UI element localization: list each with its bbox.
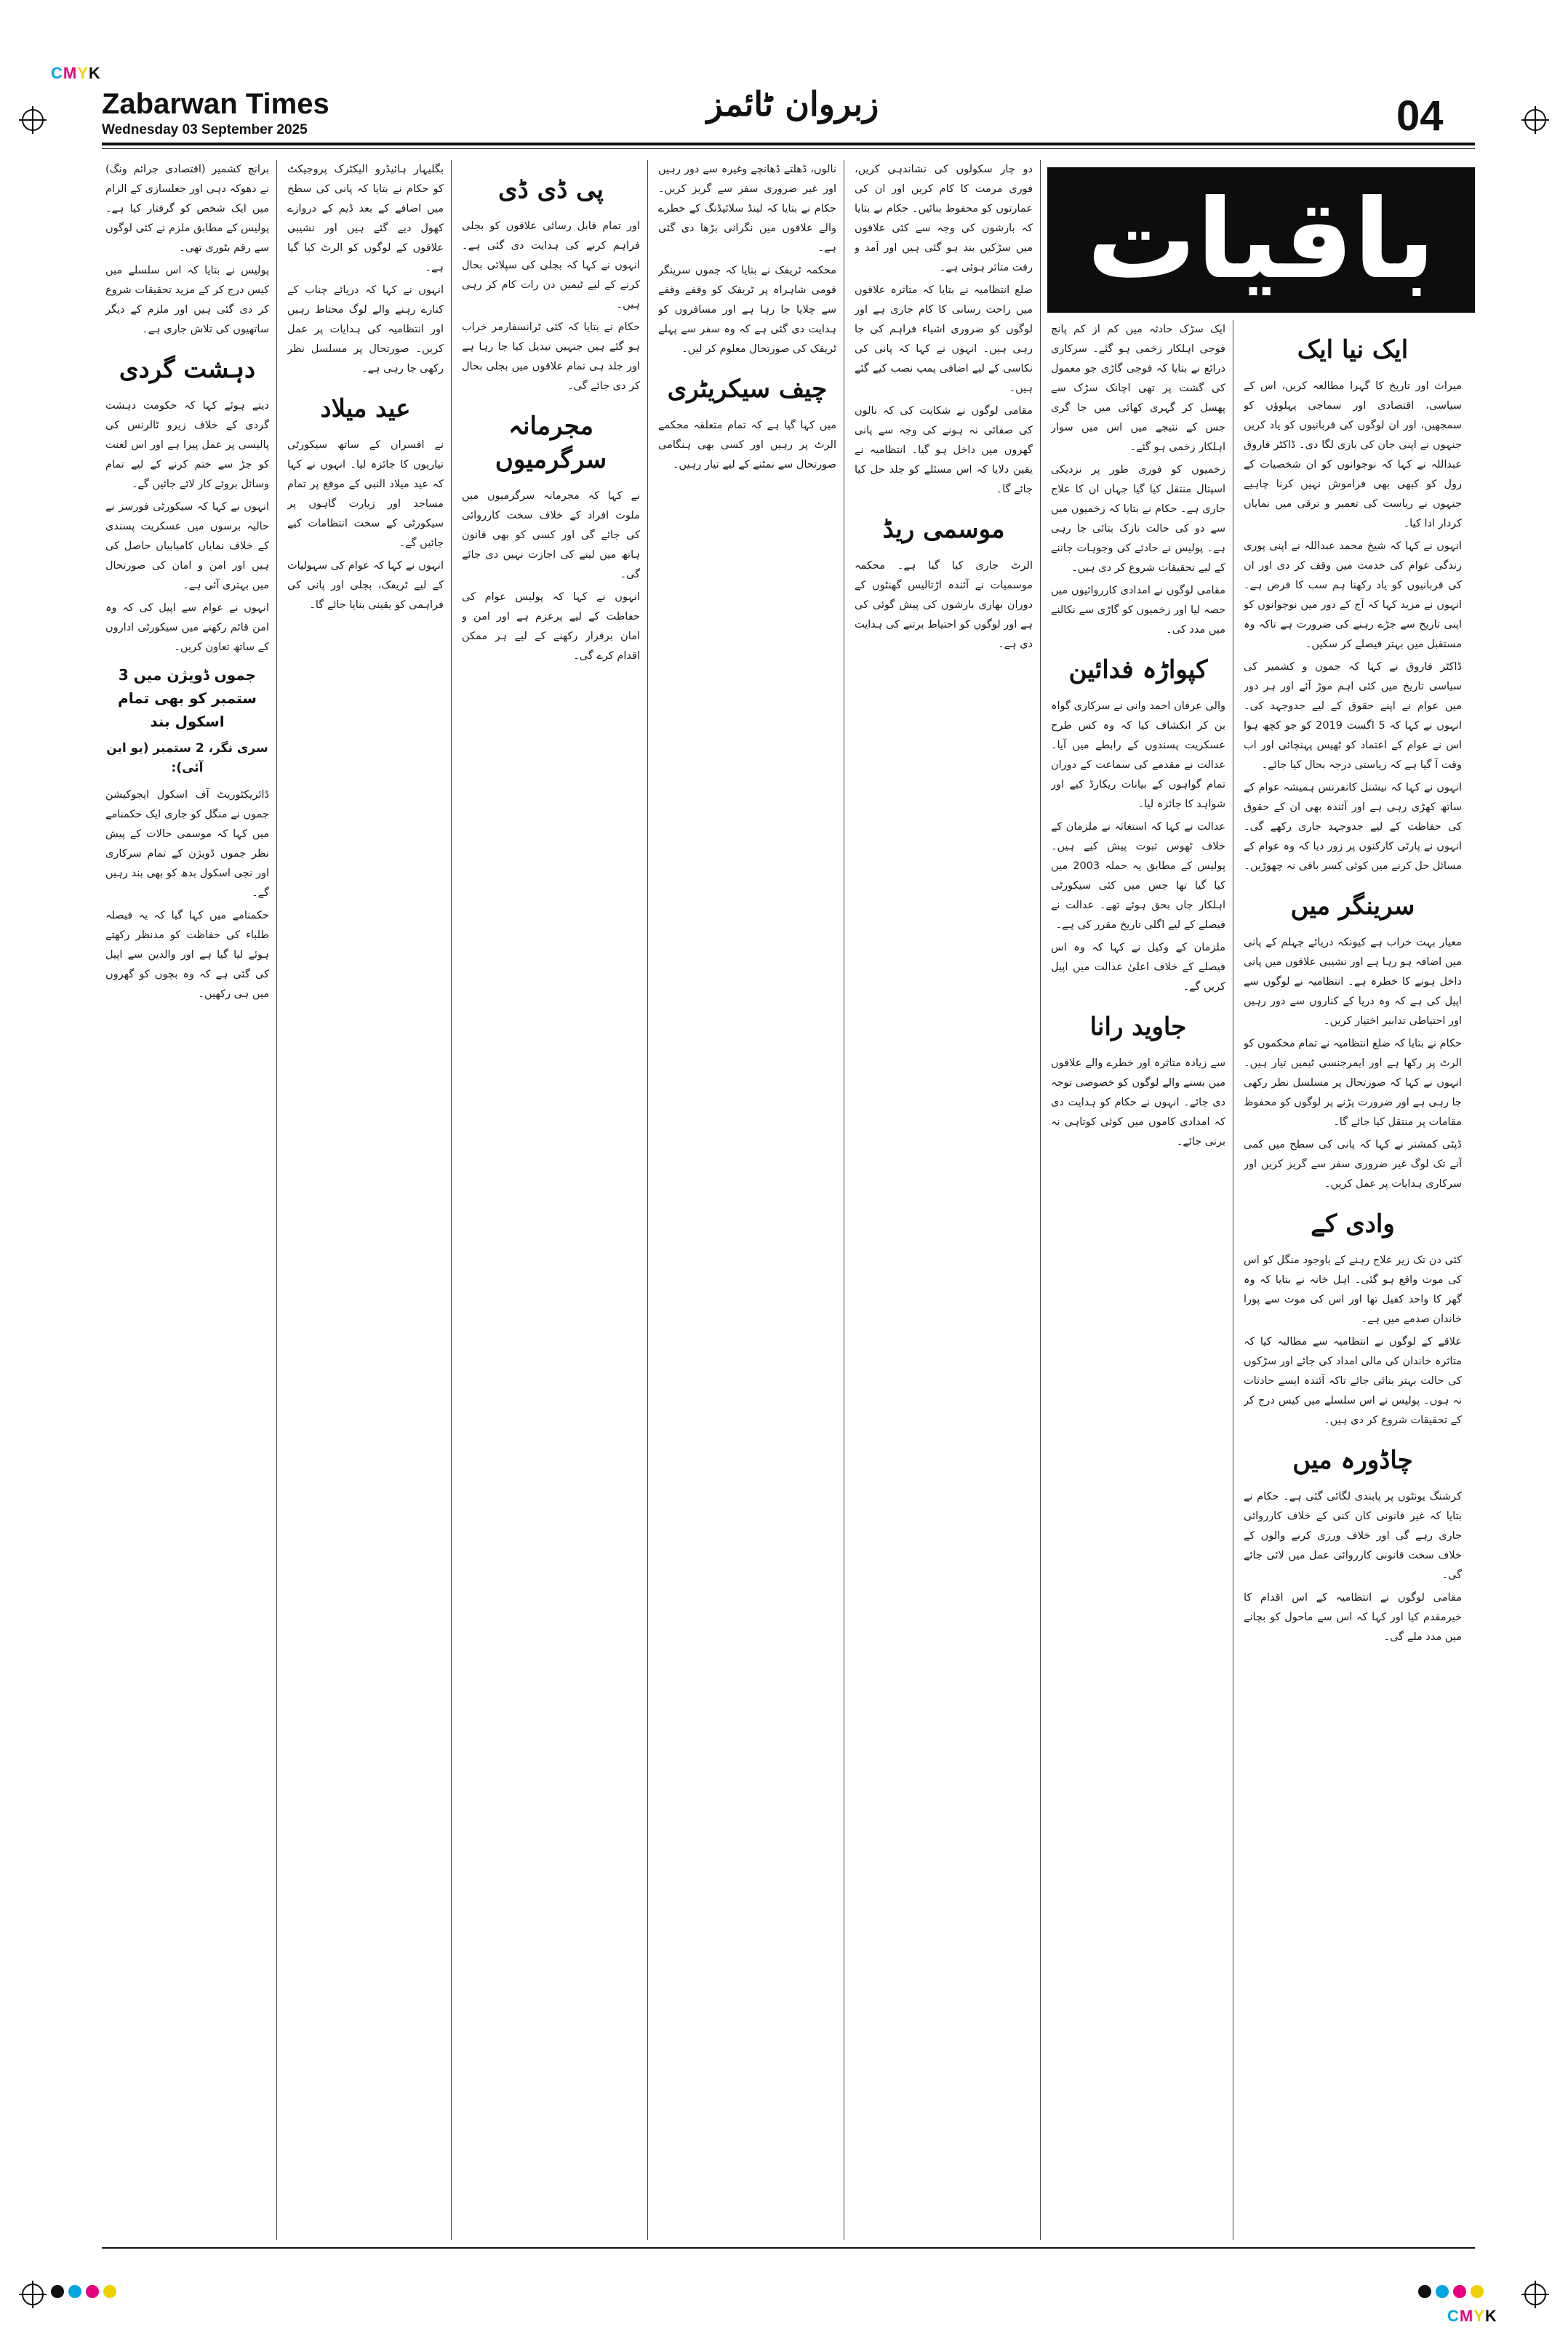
headline: چیف سیکریٹری [667, 375, 828, 404]
headline: جاوید رانا [1089, 1012, 1187, 1041]
section-banner: باقیات [1047, 167, 1475, 313]
column-divider [451, 160, 452, 2240]
paper-name: Zabarwan Times [102, 88, 329, 120]
headline: کپواڑہ فدائین [1068, 655, 1208, 684]
headline: سرینگر میں [1290, 892, 1415, 921]
color-dots [51, 2285, 116, 2298]
registration-mark [22, 2284, 44, 2305]
subheadline: جموں ڈویژن میں 3 ستمبر کو بھی تمام اسکول بند [118, 666, 257, 730]
column-divider [1040, 160, 1041, 2240]
headline: وادی کے [1311, 1209, 1395, 1238]
registration-mark [1524, 109, 1546, 131]
issue-date: Wednesday 03 September 2025 [102, 122, 308, 137]
headline: مجرمانہ سرگرمیوں [495, 412, 607, 474]
column-4: نالوں، ڈھلتے ڈھانچے وغیرہ سے دور رہیں اور غیر ضروری سفر سے گریز کریں۔ حکام نے بتایا کہ لینڈ سلائیڈنگ کے خطرے والے علاقوں میں نگرانی بڑھا دی گئی ہے۔ محکمہ ٹریفک نے بتایا کہ جموں سرینگر قومی شاہراہ پر ٹریفک کو وقفے وقفے سے چلایا جا رہا ہے اور مسافروں کو ہدایت دی گئی ہے کہ وہ سفر سے پہلے ٹریفک کی صورتحال معلوم کر لیں۔ چیف سیکریٹری میں کہا گیا ہے کہ تمام متعلقہ محکمے الرٹ پر رہیں اور کسی بھی ہنگامی صورتحال سے نمٹنے کے لیے تیار رہیں۔ [658, 164, 836, 471]
headline: ایک نیا ایک [1297, 335, 1409, 364]
registration-mark [1524, 2284, 1546, 2305]
column-5: پی ڈی ڈی اور تمام قابل رسائی علاقوں کو بجلی فراہم کرنے کی ہدایت دی گئی ہے۔ انہوں نے کہا کہ بجلی کی سپلائی بحال کرنے کے لیے ٹیمیں دن رات کام کر رہی ہیں۔ حکام نے بتایا کہ کئی ٹرانسفارمر خراب ہو گئے ہیں جنہیں تبدیل کیا جا رہا ہے اور جلد ہی تمام علاقوں میں بجلی بحال کر دی جائے گی۔ مجرمانہ سرگرمیوں نے کہا کہ مجرمانہ سرگرمیوں میں ملوث افراد کے خلاف سخت کارروائی کی جائے گی اور کسی کو بھی قانون ہاتھ میں لینے کی اجازت نہیں دی جائے گی۔ انہوں نے کہا کہ پولیس عوام کی حفاظت کے لیے پرعزم ہے اور امن و امان برقرار رکھنے کے لیے ہر ممکن اقدام کرے گی۔ [462, 160, 640, 2240]
registration-mark [22, 109, 44, 131]
column-divider [276, 160, 277, 2240]
dateline: سری نگر، 2 ستمبر (یو این آئی): [106, 741, 268, 775]
column-divider [647, 160, 648, 2240]
header-rule [102, 143, 1475, 145]
headline: دہشت گردی [119, 355, 256, 384]
column-7: برانچ کشمیر (اقتصادی جرائم ونگ) نے دھوکہ دہی اور جعلسازی کے الزام میں ایک شخص کو گرفتار کیا ہے۔ پولیس کے مطابق ملزم نے کئی لوگوں سے رقم بٹوری تھی۔ پولیس نے بتایا کہ اس سلسلے میں کیس درج کر کے مزید تحقیقات شروع کر دی گئی ہیں اور ملزم کے دیگر ساتھیوں کی تلاش جاری ہے۔ دہشت گردی دیتے ہوئے کہا کہ حکومت دہشت گردی کے خلاف زیرو ٹالرنس کی پالیسی پر عمل پیرا ہے اور اس لعنت کو جڑ سے ختم کرنے کے لیے تمام وسائل بروئے کار لائے جائیں گے۔ انہوں نے کہا کہ سیکورٹی فورسز نے حالیہ برسوں میں عسکریت پسندی کے خلاف نمایاں کامیابیاں حاصل کی ہیں اور امن و امان کی صورتحال میں بہتری آئی ہے۔ انہوں نے عوام سے اپیل کی کہ وہ امن قائم رکھنے میں سیکورٹی اداروں کے ساتھ تعاون کریں۔ جموں ڈویژن میں 3 ستمبر کو بھی تمام اسکول بند سری نگر، 2 ستمبر (یو این آئی): ڈائریکٹوریٹ آف اسکول ایجوکیشن جموں نے منگل کو جاری ایک حکمنامے میں کہا کہ موسمی حالات کے پیش نظر جموں ڈویژن کے تمام سرکاری اور نجی اسکول بدھ کو بھی بند رہیں گے۔ حکمنامے میں کہا گیا کہ یہ فیصلہ طلباء کی حفاظت کو مدنظر رکھتے ہوئے لیا گیا ہے اور والدین سے اپیل کی گئی ہے کہ وہ بچوں کو گھروں میں ہی رکھیں۔ [105, 164, 269, 1000]
column-3: دو چار سکولوں کی نشاندہی کریں، فوری مرمت کا کام کریں اور ان کی عمارتوں کو محفوظ بنائیں۔ حکام نے بتایا کہ بارشوں کی وجہ سے کئی علاقوں میں سڑکیں بند ہو گئی ہیں اور آمد و رفت متاثر ہوئی ہے۔ ضلع انتظامیہ نے بتایا کہ متاثرہ علاقوں میں راحت رسانی کا کام جاری ہے اور لوگوں کو ضروری اشیاء فراہم کی جا رہی ہیں۔ انہوں نے کہا کہ پانی کی نکاسی کے لیے اضافی پمپ نصب کیے گئے ہیں۔ مقامی لوگوں نے شکایت کی کہ نالوں کی صفائی نہ ہونے کی وجہ سے پانی گھروں میں داخل ہو گیا۔ انتظامیہ نے یقین دلایا کہ اس مسئلے کو جلد حل کیا جائے گا۔ موسمی ریڈ الرٹ جاری کیا گیا ہے۔ محکمہ موسمیات نے آئندہ اڑتالیس گھنٹوں کے دوران بھاری بارشوں کی پیش گوئی کی ہے اور لوگوں کو احتیاط برتنے کی ہدایت دی ہے۔ [855, 164, 1033, 650]
header-rule-thin [102, 148, 1475, 149]
headline: چاڈورہ میں [1292, 1446, 1413, 1475]
footer-rule [102, 2247, 1475, 2249]
color-dots [1418, 2285, 1484, 2298]
urdu-masthead: زبروان ٹائمز [706, 84, 879, 124]
page-number: 04 [1396, 92, 1444, 140]
column-6: بگلیہار ہائیڈرو الیکٹرک پروجیکٹ کو حکام نے بتایا کہ پانی کی سطح میں اضافے کے بعد ڈیم کے دروازے کھول دیے گئے ہیں اور نشیبی علاقوں کے لوگوں کو الرٹ کیا گیا ہے۔ انہوں نے کہا کہ دریائے چناب کے کنارے رہنے والے لوگ محتاط رہیں اور انتظامیہ کی ہدایات پر عمل کریں۔ صورتحال پر مسلسل نظر رکھی جا رہی ہے۔ عید میلاد نے افسران کے ساتھ سیکورٹی تیاریوں کا جائزہ لیا۔ انہوں نے کہا کہ عید میلاد النبی کے موقع پر تمام مساجد اور زیارت گاہوں پر سیکورٹی کے سخت انتظامات کیے جائیں گے۔ انہوں نے کہا کہ عوام کی سہولیات کے لیے ٹریفک، بجلی اور پانی کی فراہمی کو یقینی بنایا جائے گا۔ [287, 164, 444, 611]
headline: پی ڈی ڈی [498, 175, 604, 204]
column-2: ایک سڑک حادثہ میں کم از کم پانچ فوجی اہلکار زخمی ہو گئے۔ سرکاری ذرائع نے بتایا کہ فوجی گاڑی جو معمول کی گشت پر تھی اچانک سڑک سے پھسل کر گہری کھائی میں جا گری جس کے نتیجے میں اس میں سوار اہلکار زخمی ہو گئے۔ زخمیوں کو فوری طور پر نزدیکی اسپتال منتقل کیا گیا جہاں ان کا علاج جاری ہے۔ حکام نے بتایا کہ زخمیوں میں سے دو کی حالت نازک بتائی جا رہی ہے۔ پولیس نے حادثے کی وجوہات جاننے کے لیے تحقیقات شروع کر دی ہیں۔ مقامی لوگوں نے امدادی کارروائیوں میں حصہ لیا اور زخمیوں کو گاڑی سے نکالنے میں مدد کی۔ کپواڑہ فدائین والی عرفان احمد وانی نے سرکاری گواہ بن کر انکشاف کیا کہ وہ کس طرح عسکریت پسندوں کے رابطے میں آیا۔ عدالت نے مقدمے کی سماعت کے دوران تمام گواہوں کے بیانات ریکارڈ کیے اور شواہد کا جائزہ لیا۔ عدالت نے کہا کہ استغاثہ نے ملزمان کے خلاف ٹھوس ثبوت پیش کیے ہیں۔ پولیس کے مطابق یہ حملہ 2003 میں کیا گیا تھا جس میں کئی سیکورٹی اہلکار جاں بحق ہوئے تھے۔ عدالت نے فیصلے کے لیے اگلی تاریخ مقرر کی ہے۔ ملزمان کے وکیل نے کہا کہ وہ اس فیصلے کے خلاف اعلیٰ عدالت میں اپیل کریں گے۔ جاوید رانا سے زیادہ متاثرہ اور خطرے والے علاقوں میں بسنے والے لوگوں کو خصوصی توجہ دی جائے۔ انہوں نے حکام کو ہدایت دی کہ امدادی کاموں میں کوئی کوتاہی نہ برتی جائے۔ [1051, 324, 1225, 1148]
column-1: ایک نیا ایک میراث اور تاریخ کا گہرا مطالعہ کریں، اس کے سیاسی، اقتصادی اور سماجی پہلوؤں کو سمجھیں، اور ان لوگوں کی قربانیوں کو یاد کریں جنہوں نے اپنی جان کی بازی لگا دی۔ ڈاکٹر فاروق عبداللہ نے کہا کہ نوجوانوں کو ان شخصیات کے رول کو کبھی بھی فراموش نہیں کرنا چاہیے جنہوں نے ریاست کی تعمیر و ترقی میں نمایاں کردار ادا کیا۔ انہوں نے کہا کہ شیخ محمد عبداللہ نے اپنی پوری زندگی عوام کی خدمت میں وقف کر دی اور ان کی قربانیوں کو یاد رکھنا ہم سب کا فرض ہے۔ انہوں نے مزید کہا کہ آج کے دور میں نوجوانوں کو اپنی تاریخ سے جڑے رہنے کی ضرورت ہے تاکہ وہ مستقبل میں بہتر فیصلے کر سکیں۔ ڈاکٹر فاروق نے کہا کہ جموں و کشمیر کی سیاسی تاریخ میں کئی اہم موڑ آئے اور ہر دور میں عوام نے اپنے حقوق کے لیے جدوجہد کی۔ انہوں نے کہا کہ 5 اگست 2019 کو جو کچھ ہوا اس نے عوام کے اعتماد کو ٹھیس پہنچائی اور اب وقت آ گیا ہے کہ ریاستی درجہ بحال کیا جائے۔ انہوں نے کہا کہ نیشنل کانفرنس ہمیشہ عوام کے ساتھ کھڑی رہی ہے اور آئندہ بھی ان کے حقوق کی حفاظت کے لیے جدوجہد جاری رکھے گی۔ انہوں نے پارٹی کارکنوں پر زور دیا کہ وہ عوام کے مسائل حل کرنے میں کوئی کسر باقی نہ چھوڑیں۔ سرینگر میں معیار بہت خراب ہے کیونکہ دریائے جہلم کے پانی میں اضافہ ہو رہا ہے اور نشیبی علاقوں میں پانی داخل ہونے کا خطرہ ہے۔ انتظامیہ نے لوگوں سے اپیل کی ہے کہ وہ دریا کے کناروں سے دور رہیں اور احتیاطی تدابیر اختیار کریں۔ حکام نے بتایا کہ ضلع انتظامیہ نے تمام محکموں کو الرٹ پر رکھا ہے اور ایمرجنسی ٹیمیں تیار ہیں۔ انہوں نے کہا کہ صورتحال پر مسلسل نظر رکھی جا رہی ہے اور ضرورت پڑنے پر لوگوں کو محفوظ مقامات پر منتقل کیا جائے گا۔ ڈپٹی کمشنر نے کہا کہ پانی کی سطح میں کمی آنے تک لوگ غیر ضروری سفر سے گریز کریں اور سرکاری ہدایات پر عمل کریں۔ وادی کے کئی دن تک زیر علاج رہنے کے باوجود منگل کو اس کی موت واقع ہو گئی۔ اہل خانہ نے بتایا کہ وہ گھر کا واحد کفیل تھا اور اس کی موت سے پورا خاندان صدمے میں ہے۔ علاقے کے لوگوں نے انتظامیہ سے مطالبہ کیا کہ متاثرہ خاندان کی مالی امداد کی جائے اور سڑکوں کی حالت بہتر بنائی جائے تاکہ آئندہ ایسے حادثات نہ ہوں۔ پولیس نے اس سلسلے میں کیس درج کر کے تحقیقات شروع کر دی ہیں۔ چاڈورہ میں کرشنگ یونٹوں پر پابندی لگائی گئی ہے۔ حکام نے بتایا کہ غیر قانونی کان کنی کے خلاف کارروائی جاری رہے گی اور خلاف ورزی کرنے والوں کے خلاف سخت قانونی کارروائی عمل میں لائی جائے گی۔ مقامی لوگوں نے انتظامیہ کے اس اقدام کا خیرمقدم کیا اور کہا کہ اس سے ماحول کو بچانے میں مدد ملے گی۔ [1244, 320, 1462, 2240]
masthead [102, 87, 364, 138]
headline: موسمی ریڈ [882, 515, 1005, 544]
cmyk-mark-bottom: CMYK [1447, 2307, 1497, 2325]
headline: عید میلاد [320, 394, 411, 423]
cmyk-mark-top: CMYK [51, 64, 101, 82]
